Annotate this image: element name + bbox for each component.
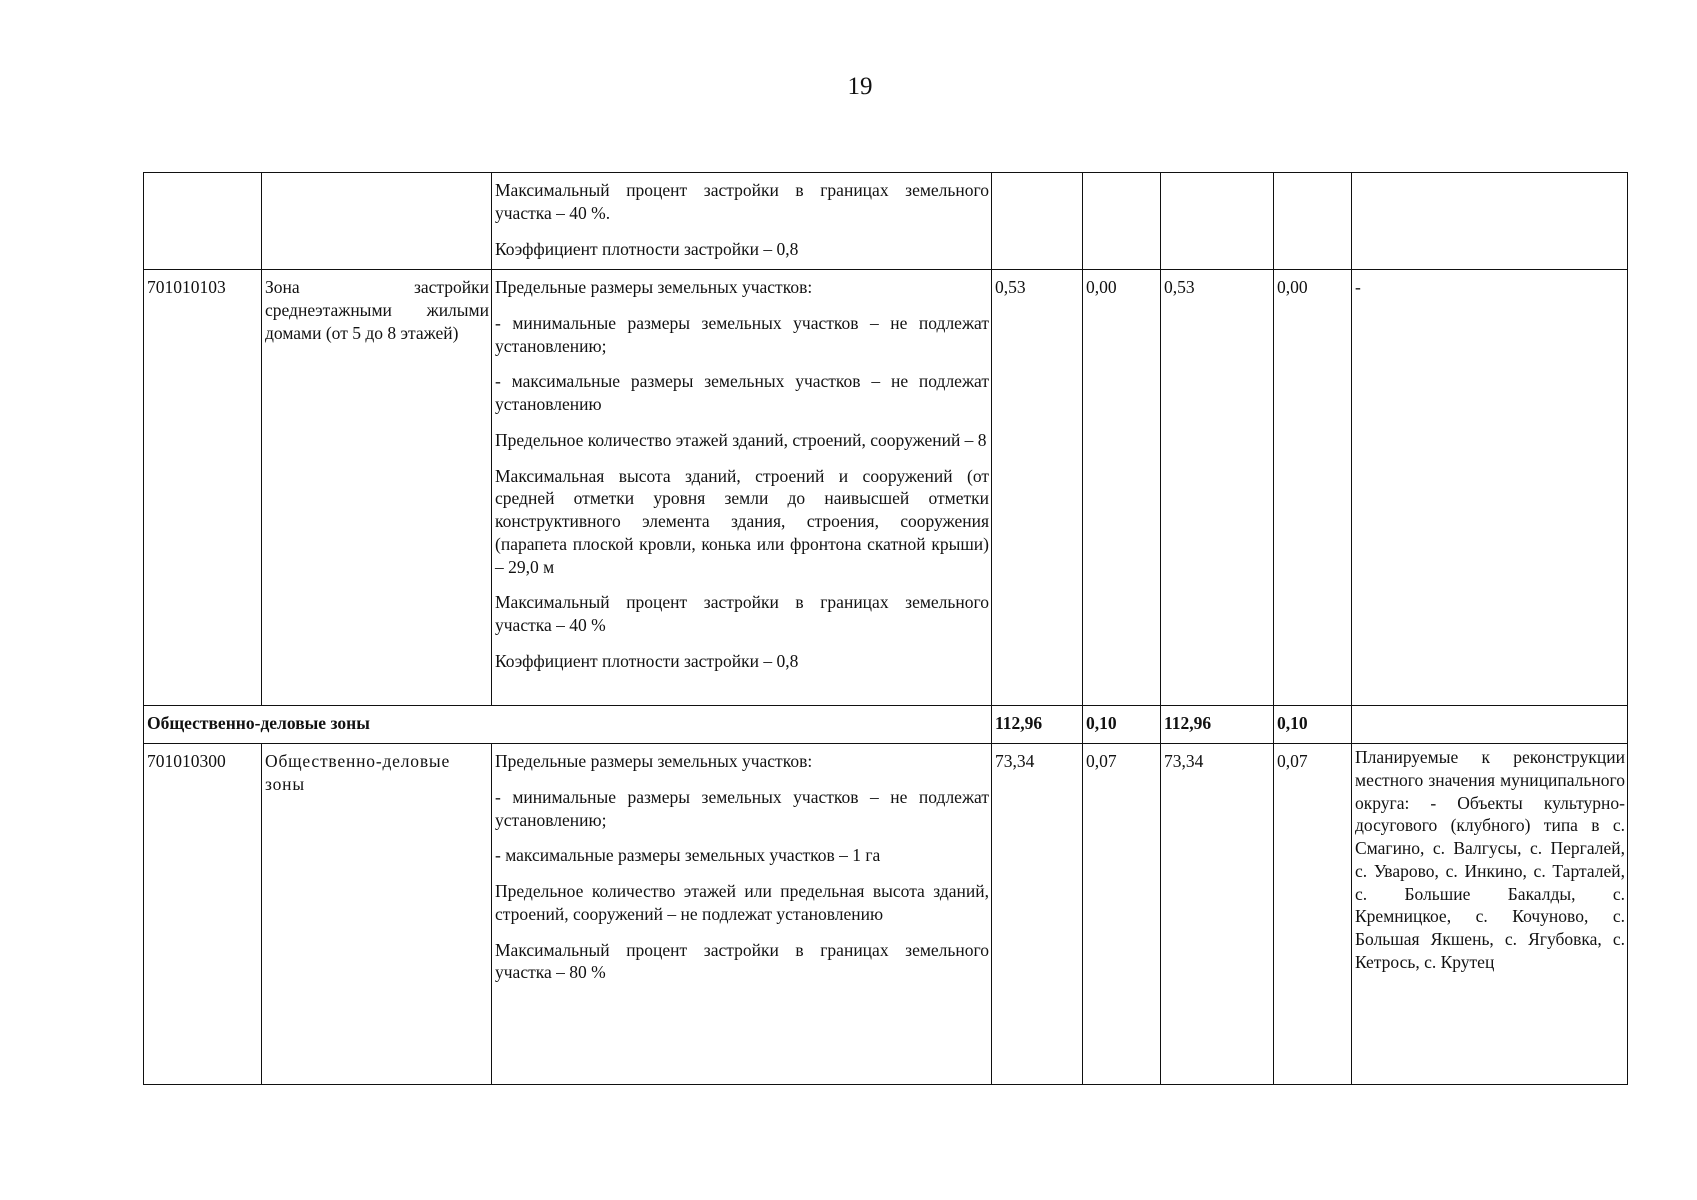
page-number: 19 bbox=[847, 73, 873, 100]
note-cell bbox=[1352, 173, 1628, 270]
value-cell bbox=[1274, 173, 1352, 270]
note-cell: Планируемые к реконструкции местного значения муниципального округа: - Объекты культурно-досугового (клубного) типа в с. Смагино, с. Валгусы, с. Пергалей, с. Уварово, с. Инкино, с. Тарталей, с. Большие Бакалды, с. Кремницкое, с. Кочуново, с. Большая Якшень, с. Ягубовка, с. Кетрось, с. Крутец bbox=[1352, 744, 1628, 1085]
value-cell bbox=[992, 173, 1083, 270]
value-cell bbox=[1083, 173, 1161, 270]
note-cell: - bbox=[1352, 270, 1628, 706]
value-cell: 0,53 bbox=[1161, 270, 1274, 706]
zone-code-cell bbox=[144, 173, 262, 270]
table-row bbox=[144, 744, 1628, 1085]
regulations-cell bbox=[492, 744, 992, 1085]
regulation-line: Предельные размеры земельных участков: bbox=[495, 751, 813, 771]
group-note-cell bbox=[1352, 706, 1628, 744]
regulation-line: - минимальные размеры земельных участков – не подлежат установлению; bbox=[495, 312, 989, 356]
regulation-line: Предельное количество этажей или предельная высота зданий, строений, сооружений – не подлежат установлению bbox=[495, 881, 989, 924]
regulation-line: - максимальные размеры земельных участков – не подлежат установлению bbox=[495, 371, 989, 414]
group-row bbox=[144, 706, 1628, 744]
value-cell: 0,00 bbox=[1274, 270, 1352, 706]
regulation-line: Максимальный процент застройки в границах земельного участка – 40 %. bbox=[495, 180, 989, 223]
table-row bbox=[144, 270, 1628, 706]
value-cell: 0,00 bbox=[1083, 270, 1161, 706]
value-cell: 0,07 bbox=[1274, 744, 1352, 1085]
regulation-line: Максимальная высота зданий, строений и сооружений (от средней отметки уровня земли до наивысшей отметки конструктивного элемента здания, строения, сооружения (парапета плоской кровли, конька или фронтона скатной крыши) – 29,0 м bbox=[495, 465, 989, 577]
regulation-line: Предельное количество этажей зданий, строений, сооружений – 8 bbox=[495, 429, 987, 450]
value-cell: 0,07 bbox=[1083, 744, 1161, 1085]
group-label: Общественно-деловые зоны bbox=[144, 706, 992, 744]
regulation-line: - минимальные размеры земельных участков – не подлежат установлению; bbox=[495, 786, 989, 830]
regulation-line: Коэффициент плотности застройки – 0,8 bbox=[495, 238, 799, 259]
group-value-cell: 112,96 bbox=[1161, 706, 1274, 744]
value-cell: 73,34 bbox=[992, 744, 1083, 1085]
group-value-cell: 0,10 bbox=[1274, 706, 1352, 744]
regulations-cell bbox=[492, 270, 992, 706]
table-row bbox=[144, 173, 1628, 270]
regulation-line: Максимальный процент застройки в границах земельного участка – 40 % bbox=[495, 592, 989, 635]
group-value-cell: 0,10 bbox=[1083, 706, 1161, 744]
regulations-cell bbox=[492, 173, 992, 270]
regulation-line: Коэффициент плотности застройки – 0,8 bbox=[495, 650, 799, 671]
zone-name-cell: Зона застройки среднеэтажными жилыми домами (от 5 до 8 этажей) bbox=[262, 270, 492, 706]
zone-code-cell: 701010103 bbox=[144, 270, 262, 706]
value-cell bbox=[1161, 173, 1274, 270]
regulation-line: Предельные размеры земельных участков: bbox=[495, 277, 813, 297]
regulation-line: - максимальные размеры земельных участков – 1 га bbox=[495, 845, 881, 866]
zone-name-cell bbox=[262, 173, 492, 270]
group-value-cell: 112,96 bbox=[992, 706, 1083, 744]
zone-name-cell: Общественно-деловые зоны bbox=[262, 744, 492, 1085]
value-cell: 0,53 bbox=[992, 270, 1083, 706]
value-cell: 73,34 bbox=[1161, 744, 1274, 1085]
regulation-line: Максимальный процент застройки в границах земельного участка – 80 % bbox=[495, 939, 989, 983]
zones-table bbox=[143, 172, 1628, 1085]
zone-code-cell: 701010300 bbox=[144, 744, 262, 1085]
